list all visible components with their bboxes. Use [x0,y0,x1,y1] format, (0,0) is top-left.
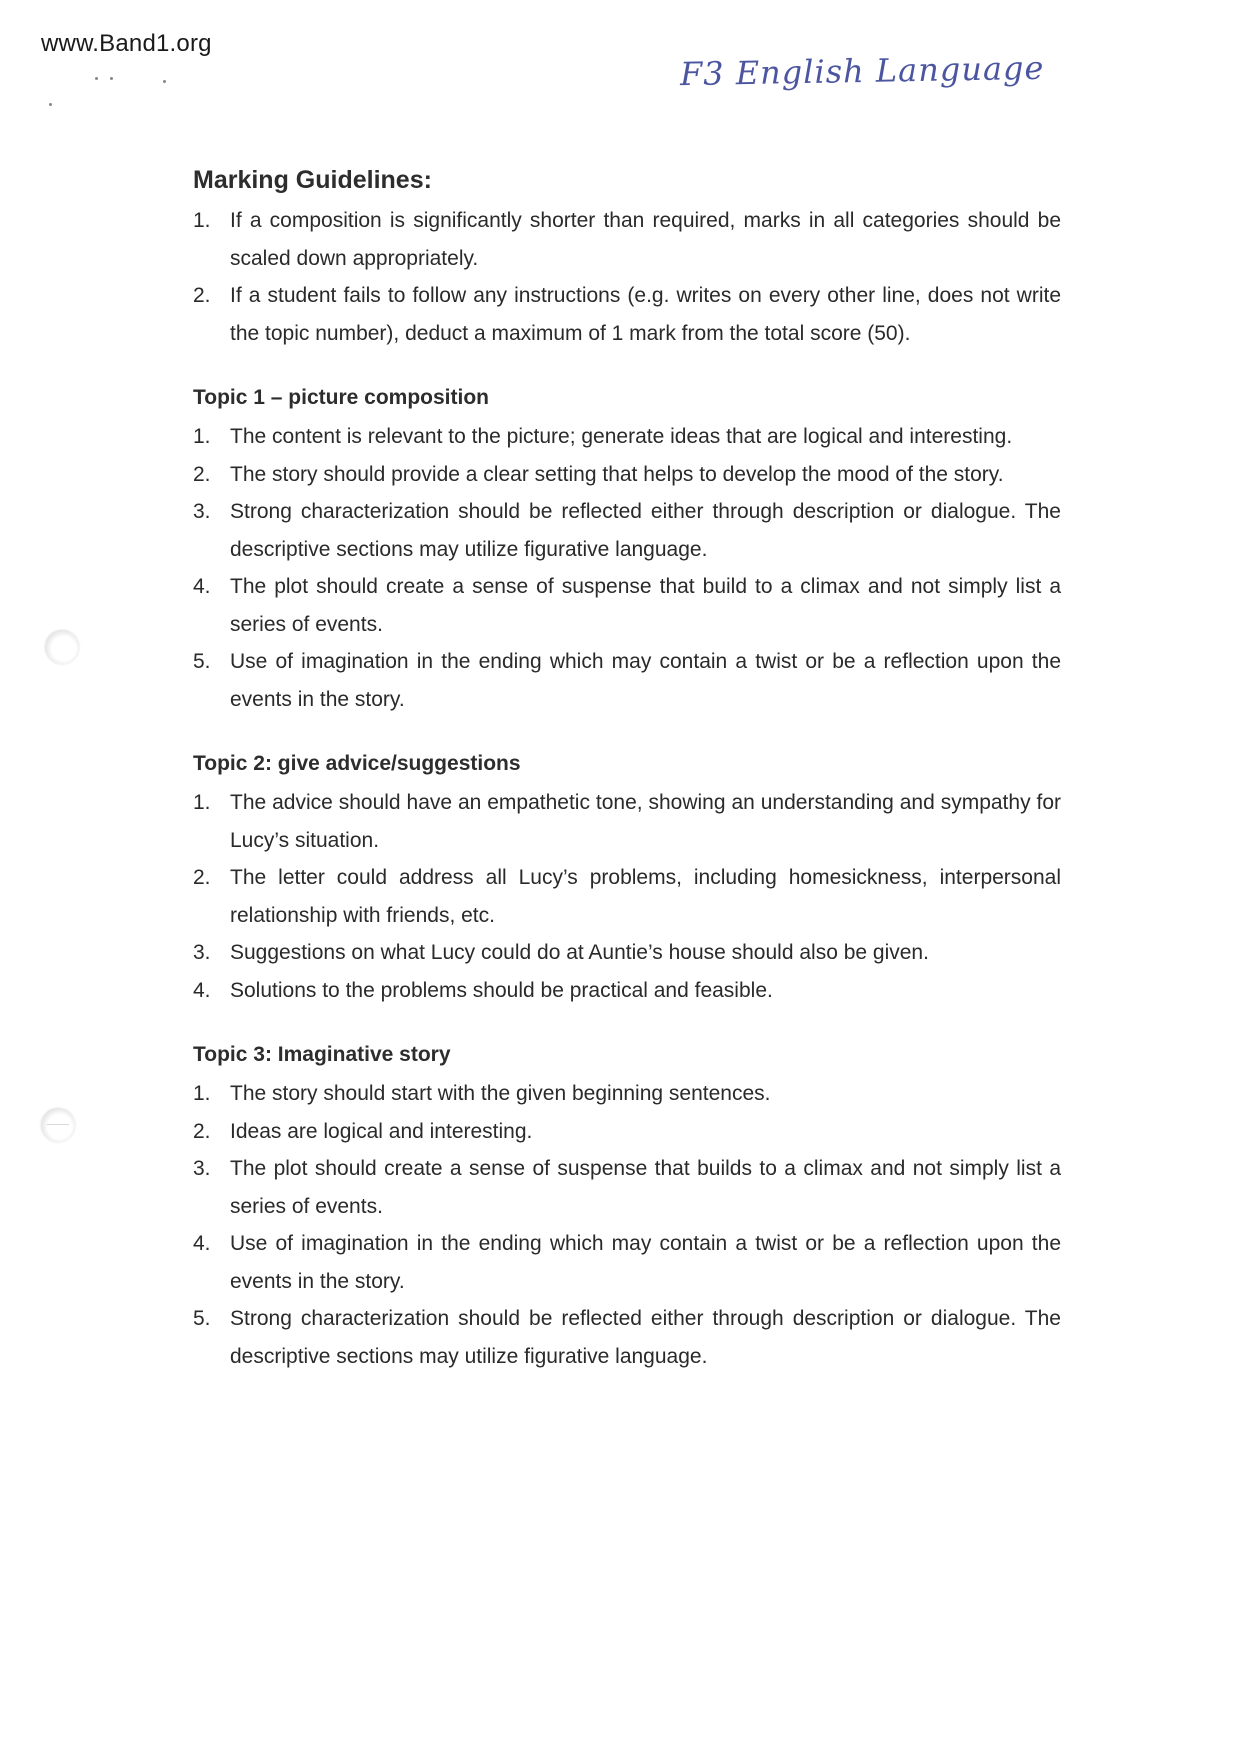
item-number: 3. [193,1157,211,1180]
list-item [193,1113,1061,1151]
section-heading: Topic 3: Imaginative story [193,1043,451,1066]
item-number: 1. [193,791,211,814]
item-text: Ideas are logical and interesting. [230,1119,533,1143]
item-number: 3. [193,941,211,964]
topic-3-section [193,1039,1061,1375]
item-number: 2. [193,462,211,486]
topic-1-list [193,418,1061,718]
item-text: Strong characterization should be reflected either through description or dialogue. The descriptive sections may utilize figurative language. [230,500,1061,561]
topic-2-section [193,748,1061,1009]
handwritten-note: F3 English Language [679,48,1045,94]
list-item [193,1300,1061,1375]
section-heading: Topic 1 – picture composition [193,386,489,409]
list-item [193,859,1061,934]
item-number: 1. [193,1082,211,1105]
list-item [193,972,1061,1010]
item-text: Suggestions on what Lucy could do at Auntie’s house should also be given. [230,941,929,964]
list-item [193,277,1061,352]
item-text: The plot should create a sense of suspense that builds to a climax and not simply list a series of events. [230,1157,1061,1218]
scan-speck [49,103,52,106]
list-item [193,643,1061,718]
scan-speck [110,77,113,80]
item-text: The letter could address all Lucy’s problems, including homesickness, interpersonal relationship with friends, etc. [230,866,1061,927]
item-number: 2. [193,866,211,889]
punch-hole-icon [41,1108,75,1142]
list-item [193,1075,1061,1113]
item-text: Strong characterization should be reflected either through description or dialogue. The descriptive sections may utilize figurative language. [230,1307,1061,1368]
topic-3-list [193,1075,1061,1375]
section-heading: Topic 2: give advice/suggestions [193,752,521,775]
item-text: Use of imagination in the ending which may contain a twist or be a reflection upon the events in the story. [230,650,1061,711]
item-number: 4. [193,978,211,1002]
marking-guidelines-document [193,162,1061,1375]
scan-speck [163,80,166,83]
topic-1-section [193,382,1061,718]
list-item [193,784,1061,859]
list-item [193,456,1061,494]
list-item [193,493,1061,568]
list-item [193,568,1061,643]
watermark-text: www.Band1.org [41,30,212,57]
item-number: 2. [193,1119,211,1143]
item-number: 5. [193,650,211,673]
item-number: 5. [193,1307,211,1330]
item-text: The story should provide a clear setting that helps to develop the mood of the story. [230,462,1004,486]
item-text: The content is relevant to the picture; generate ideas that are logical and interesting. [230,425,1013,448]
page-title: Marking Guidelines: [193,166,432,194]
item-text: The advice should have an empathetic tone, showing an understanding and sympathy for Lucy’s situation. [230,791,1061,852]
list-item [193,1150,1061,1225]
list-item [193,418,1061,456]
item-number: 3. [193,500,211,523]
item-text: If a student fails to follow any instructions (e.g. writes on every other line, does not write the topic number), deduct a maximum of 1 mark from the total score (50). [230,284,1061,345]
item-number: 2. [193,284,211,307]
item-number: 1. [193,425,211,448]
item-number: 4. [193,1232,211,1255]
item-number: 4. [193,575,211,598]
punch-hole-icon [45,630,79,664]
topic-2-list [193,784,1061,1009]
item-text: The story should start with the given beginning sentences. [230,1082,771,1105]
list-item [193,1225,1061,1300]
list-item [193,202,1061,277]
item-text: If a composition is significantly shorter than required, marks in all categories should be scaled down appropriately. [230,209,1061,270]
item-text: Solutions to the problems should be practical and feasible. [230,978,773,1002]
item-number: 1. [193,209,211,232]
general-guidelines-list [193,202,1061,352]
scan-speck [95,77,98,80]
item-text: Use of imagination in the ending which may contain a twist or be a reflection upon the events in the story. [230,1232,1061,1293]
list-item [193,934,1061,972]
item-text: The plot should create a sense of suspense that build to a climax and not simply list a series of events. [230,575,1061,636]
